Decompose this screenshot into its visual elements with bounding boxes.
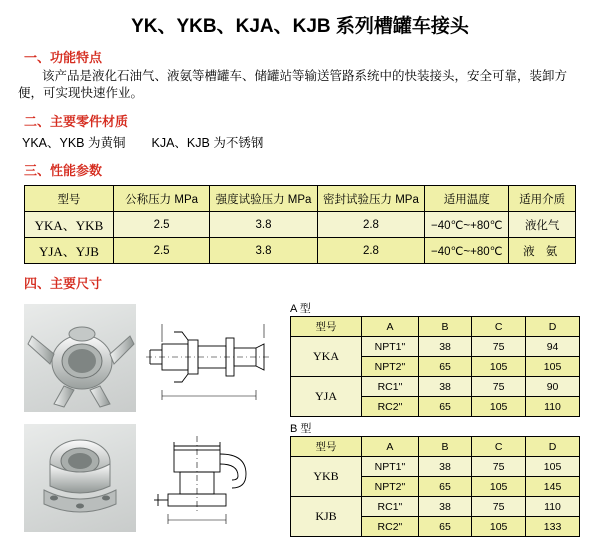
table-header-row	[291, 437, 580, 457]
section-heading-material: 二、主要零件材质	[24, 114, 129, 129]
cell-a: NPT2"	[362, 477, 419, 497]
table-header-row	[25, 186, 576, 212]
col-d: D	[526, 317, 580, 337]
col-c: C	[472, 437, 526, 457]
cell-a: NPT1"	[362, 457, 419, 477]
material-line	[22, 133, 582, 151]
dimension-table-type-b	[290, 436, 580, 537]
col-medium: 适用介质	[509, 186, 576, 212]
cell-seal-pressure: 2.8	[317, 238, 424, 264]
col-strength-pressure: 强度试验压力 MPa	[210, 186, 317, 212]
dimensions-area	[0, 298, 600, 546]
cell-strength-pressure: 3.8	[210, 238, 317, 264]
cell-model: YKB	[291, 457, 362, 497]
table-row	[25, 238, 576, 264]
cell-c: 75	[472, 377, 526, 397]
cell-d: 90	[526, 377, 580, 397]
col-d: D	[526, 437, 580, 457]
cell-c: 105	[472, 517, 526, 537]
cell-c: 75	[472, 497, 526, 517]
page-title: YK、YKB、KJA、KJB 系列槽罐车接头	[131, 16, 469, 37]
cell-d: 94	[526, 337, 580, 357]
cell-a: RC1"	[362, 377, 419, 397]
cell-d: 105	[526, 357, 580, 377]
cell-model: YJA、YJB	[25, 238, 114, 264]
table-row	[291, 337, 580, 357]
cell-c: 75	[472, 457, 526, 477]
table-row	[291, 457, 580, 477]
col-b: B	[418, 317, 471, 337]
col-c: C	[472, 317, 526, 337]
cell-b: 65	[418, 397, 471, 417]
product-photo-type-a	[24, 304, 136, 412]
cell-seal-pressure: 2.8	[317, 212, 424, 238]
col-a: A	[362, 317, 419, 337]
cell-c: 105	[472, 357, 526, 377]
type-b-label: B 型	[290, 423, 312, 435]
cell-temperature: −40℃~+80℃	[425, 238, 509, 264]
cell-d: 110	[526, 397, 580, 417]
section-heading-performance: 三、性能参数	[24, 163, 103, 178]
col-temperature: 适用温度	[425, 186, 509, 212]
cell-c: 75	[472, 337, 526, 357]
table-row	[291, 497, 580, 517]
cell-b: 65	[418, 517, 471, 537]
col-nominal-pressure: 公称压力 MPa	[113, 186, 209, 212]
cell-c: 105	[472, 477, 526, 497]
cell-a: RC2"	[362, 517, 419, 537]
cell-d: 145	[526, 477, 580, 497]
dimension-table-type-a	[290, 316, 580, 417]
col-model: 型号	[291, 437, 362, 457]
section-heading-dimensions: 四、主要尺寸	[24, 276, 103, 291]
cell-d: 110	[526, 497, 580, 517]
cell-nominal-pressure: 2.5	[113, 212, 209, 238]
cell-b: 38	[418, 497, 471, 517]
cell-strength-pressure: 3.8	[210, 212, 317, 238]
cell-model: KJB	[291, 497, 362, 537]
col-model: 型号	[25, 186, 114, 212]
features-text: 该产品是液化石油气、液氨等槽罐车、储罐站等输送管路系统中的快装接头，安全可靠，装卸方便，可实现快速作业。	[18, 69, 568, 100]
performance-table	[24, 185, 576, 264]
technical-drawing-type-a	[144, 304, 272, 412]
type-a-label: A 型	[290, 303, 311, 315]
table-row	[291, 377, 580, 397]
cell-model: YKA、YKB	[25, 212, 114, 238]
cell-b: 38	[418, 337, 471, 357]
material-left: YKA、YKB 为黄铜	[22, 136, 126, 150]
cell-nominal-pressure: 2.5	[113, 238, 209, 264]
cell-medium: 液化气	[509, 212, 576, 238]
section-heading-features: 一、功能特点	[24, 50, 103, 65]
cell-c: 105	[472, 397, 526, 417]
cell-a: RC2"	[362, 397, 419, 417]
col-b: B	[418, 437, 471, 457]
table-row	[25, 212, 576, 238]
cell-model: YJA	[291, 377, 362, 417]
cell-b: 38	[418, 377, 471, 397]
cell-a: RC1"	[362, 497, 419, 517]
cell-model: YKA	[291, 337, 362, 377]
cell-d: 133	[526, 517, 580, 537]
cell-d: 105	[526, 457, 580, 477]
col-seal-pressure: 密封试验压力 MPa	[317, 186, 424, 212]
cell-b: 38	[418, 457, 471, 477]
col-model: 型号	[291, 317, 362, 337]
cell-temperature: −40℃~+80℃	[425, 212, 509, 238]
table-header-row	[291, 317, 580, 337]
cell-b: 65	[418, 477, 471, 497]
col-a: A	[362, 437, 419, 457]
cell-a: NPT2"	[362, 357, 419, 377]
cell-a: NPT1"	[362, 337, 419, 357]
cell-b: 65	[418, 357, 471, 377]
material-right: KJA、KJB 为不锈钢	[151, 136, 264, 150]
cell-medium: 液 氨	[509, 238, 576, 264]
